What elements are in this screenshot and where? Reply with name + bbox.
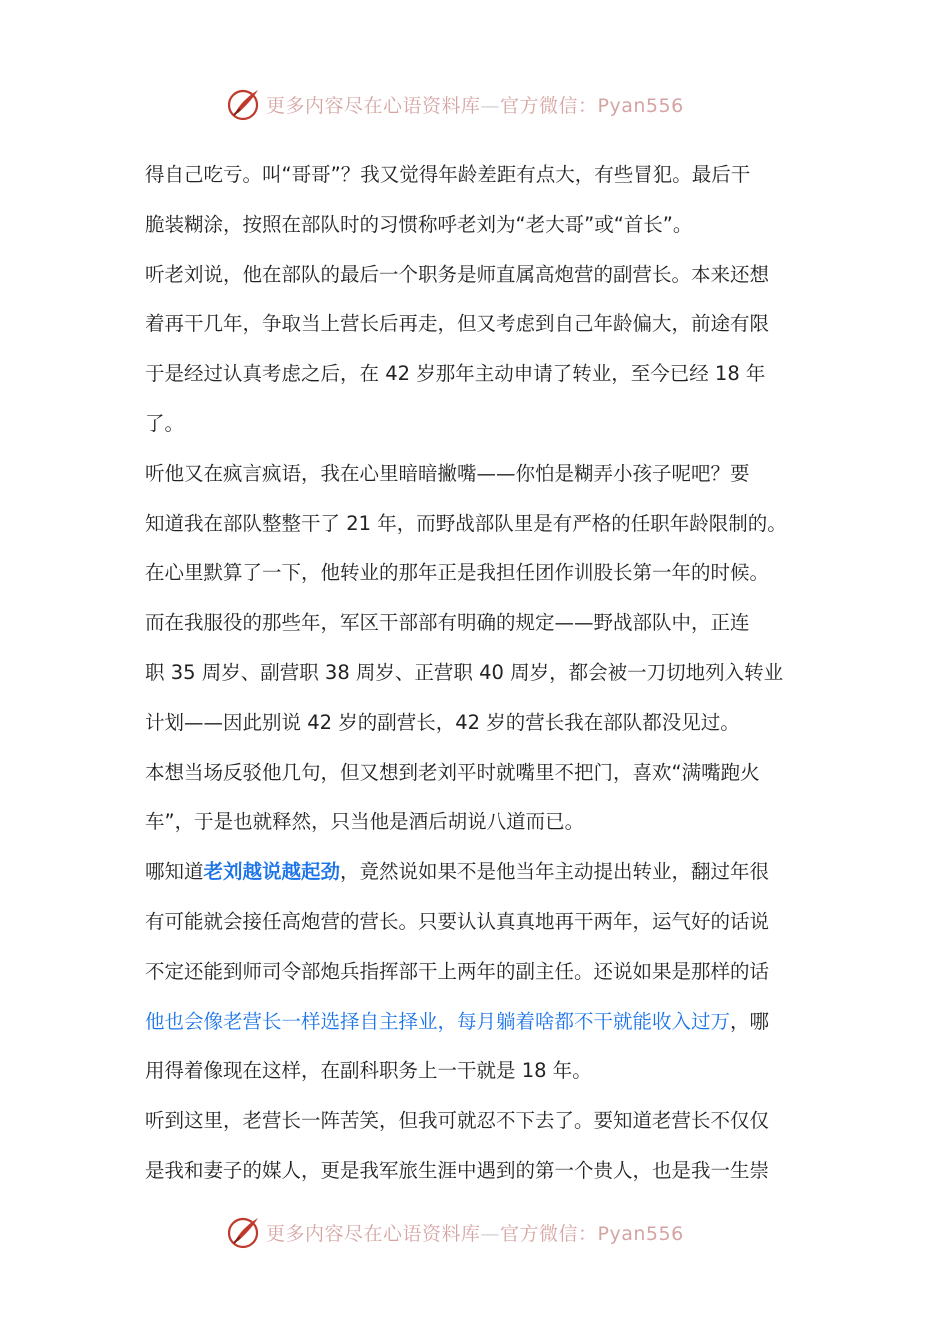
article-body bbox=[145, 150, 810, 1196]
separator: — bbox=[480, 94, 501, 117]
text-line: 了。 bbox=[145, 411, 185, 435]
text-line: 计划——因此别说 42 岁的副营长，42 岁的营长我在部队都没见过。 bbox=[145, 710, 740, 734]
text-line: 知道我在部队整整干了 21 年，而野战部队里是有严格的任职年龄限制的。 bbox=[145, 511, 787, 535]
text-segment: ，竟然说如果不是他当年主动提出转业，翻过年很 bbox=[340, 860, 770, 884]
quill-logo-icon bbox=[226, 86, 262, 122]
contact-label: 官方微信： bbox=[500, 1222, 598, 1245]
footer-banner bbox=[226, 1212, 746, 1252]
text-line: 用得着像现在这样，在副科职务上一干就是 18 年。 bbox=[145, 1059, 592, 1083]
contact-id: Pyan556 bbox=[597, 94, 684, 117]
text-line: 而在我服役的那些年，军区干部部有明确的规定——野战部队中，正连 bbox=[145, 611, 750, 635]
text-line: 听他又在疯言疯语，我在心里暗暗撇嘴——你怕是糊弄小孩子呢吧？要 bbox=[145, 461, 750, 485]
text-segment: ，哪 bbox=[730, 1009, 770, 1033]
contact-label: 官方微信： bbox=[500, 94, 598, 117]
text-line: 听老刘说，他在部队的最后一个职务是师直属高炮营的副营长。本来还想 bbox=[145, 262, 770, 286]
text-line bbox=[145, 997, 810, 1047]
highlight-link[interactable]: 老刘越说越起劲 bbox=[203, 860, 341, 884]
text-line: 在心里默算了一下，他转业的那年正是我担任团作训股长第一年的时候。 bbox=[145, 561, 770, 585]
header-banner bbox=[226, 84, 746, 124]
inline-link[interactable]: 他也会像老营长一样选择自主择业，每月躺着啥都不干就能收入过万 bbox=[145, 1009, 731, 1033]
banner-text bbox=[266, 91, 684, 118]
text-line: 听到这里，老营长一阵苦笑，但我可就忍不下去了。要知道老营长不仅仅 bbox=[145, 1109, 770, 1133]
text-line: 车”，于是也就释然，只当他是酒后胡说八道而已。 bbox=[145, 810, 585, 834]
text-line: 得自己吃亏。叫“哥哥”？我又觉得年龄差距有点大，有些冒犯。最后干 bbox=[145, 163, 751, 186]
text-line: 不定还能到师司令部炮兵指挥部干上两年的副主任。还说如果是那样的话 bbox=[145, 959, 770, 983]
text-line: 脆装糊涂，按照在部队时的习惯称呼老刘为“老大哥”或“首长”。 bbox=[145, 212, 693, 236]
separator: — bbox=[480, 1222, 501, 1245]
text-segment: 哪知道 bbox=[145, 860, 204, 884]
site-name: 更多内容尽在心语资料库 bbox=[266, 1222, 481, 1245]
text-line: 本想当场反驳他几句，但又想到老刘平时就嘴里不把门，喜欢“满嘴跑火 bbox=[145, 760, 760, 784]
text-line: 职 35 周岁、副营职 38 周岁、正营职 40 周岁，都会被一刀切地列入转业 bbox=[145, 660, 784, 684]
banner-text bbox=[266, 1219, 684, 1246]
text-line: 着再干几年，争取当上营长后再走，但又考虑到自己年龄偏大，前途有限 bbox=[145, 312, 770, 336]
text-line bbox=[145, 847, 810, 897]
quill-logo-icon bbox=[226, 1214, 262, 1250]
text-line: 于是经过认真考虑之后，在 42 岁那年主动申请了转业，至今已经 18 年 bbox=[145, 362, 766, 386]
text-line: 有可能就会接任高炮营的营长。只要认认真真地再干两年，运气好的话说 bbox=[145, 909, 770, 933]
text-line: 是我和妻子的媒人，更是我军旅生涯中遇到的第一个贵人，也是我一生崇 bbox=[145, 1158, 770, 1182]
site-name: 更多内容尽在心语资料库 bbox=[266, 94, 481, 117]
contact-id: Pyan556 bbox=[597, 1222, 684, 1245]
